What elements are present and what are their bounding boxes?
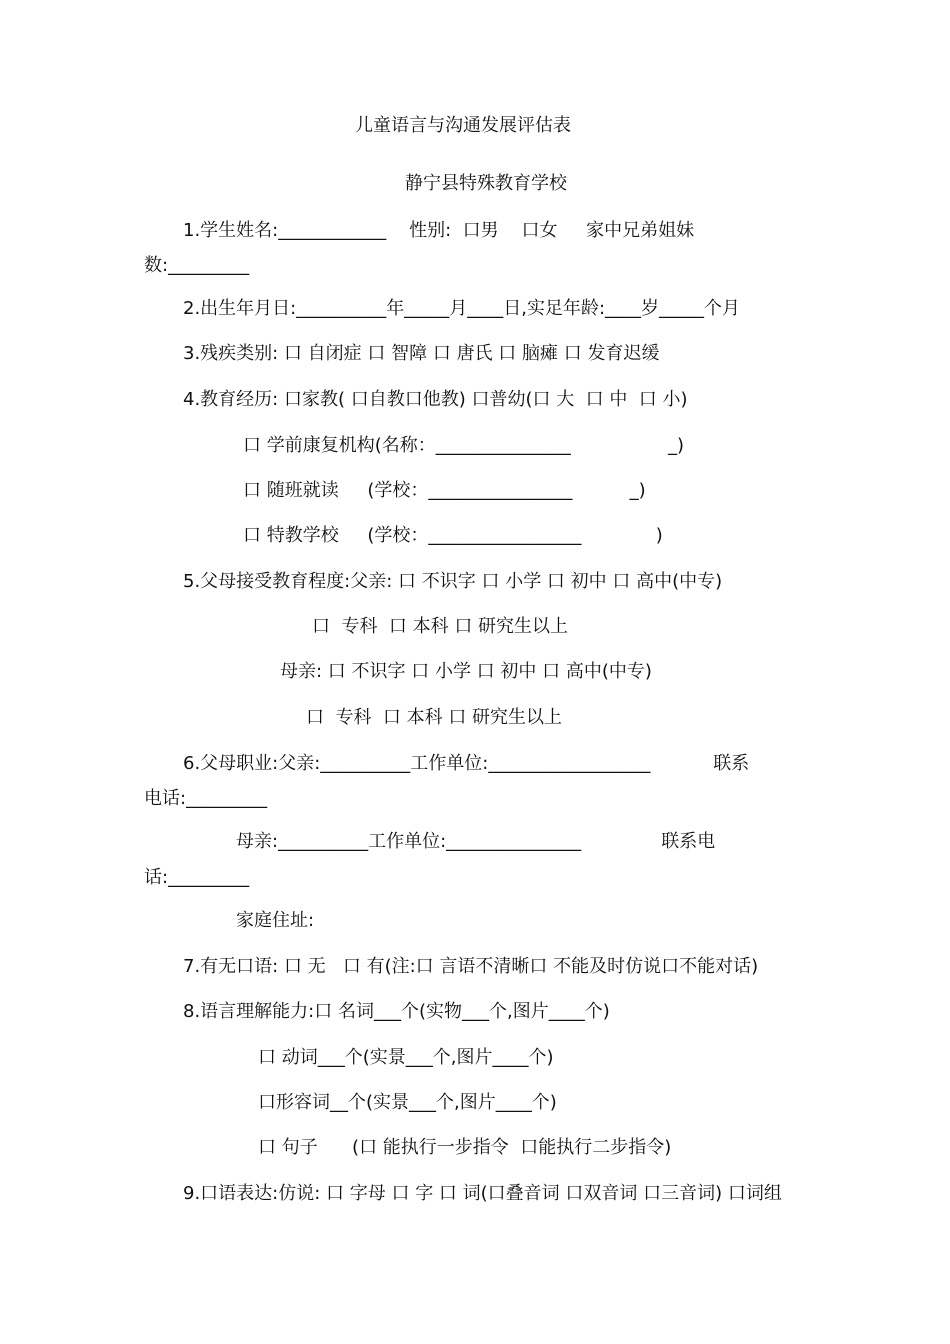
document-title: 儿童语言与沟通发展评估表	[355, 115, 571, 136]
form-line: 口 句子 (口 能执行一步指令 口能执行二步指令)	[258, 1137, 672, 1158]
form-line: 口 学前康复机构(名称：_______________ _)	[243, 435, 685, 456]
form-line: 母亲: 口 不识字 口 小学 口 初中 口 高中(中专)	[280, 661, 652, 682]
form-line: 3.残疾类别: 口 自闭症 口 智障 口 唐氏 口 脑瘫 口 发育迟缓	[183, 343, 660, 364]
form-line: 电话:_________	[144, 788, 268, 809]
form-line: 8.语言理解能力:口 名词___个(实物___个,图片____个)	[183, 1001, 610, 1022]
form-line: 家庭住址:	[236, 910, 315, 931]
form-line: 口 专科 口 本科 口 研究生以上	[306, 707, 563, 728]
form-line: 5.父母接受教育程度:父亲: 口 不识字 口 小学 口 初中 口 高中(中专)	[183, 571, 723, 592]
form-line: 口 动词___个(实景___个,图片____个)	[258, 1047, 554, 1068]
form-line: 口 特教学校 (学校：_________________ )	[243, 525, 663, 546]
form-line: 母亲:__________工作单位:_______________ 联系电	[236, 831, 716, 852]
form-line: 7.有无口语: 口 无 口 有(注:口 言语不清晰口 不能及时仿说口不能对话)	[183, 956, 759, 977]
form-line: 6.父母职业:父亲:__________工作单位:__________________ 联系	[183, 753, 750, 774]
form-line: 9.口语表达:仿说: 口 字母 口 字 口 词(口叠音词 口双音词 口三音词) 口词组	[183, 1183, 782, 1204]
form-line: 口 随班就读 (学校：________________ _)	[243, 480, 646, 501]
school-name: 静宁县特殊教育学校	[405, 173, 567, 194]
form-line: 话:_________	[144, 867, 250, 888]
form-line: 4.教育经历: 口家教( 口自教口他教) 口普幼(口 大 口 中 口 小)	[183, 389, 688, 410]
form-line: 数:_________	[144, 255, 250, 276]
form-line: 2.出生年月日:__________年_____月____日,实足年龄:____岁_____个月	[183, 298, 741, 319]
form-line: 口 专科 口 本科 口 研究生以上	[312, 616, 569, 637]
form-line: 1.学生姓名:____________ 性别: 口男 口女 家中兄弟姐妹	[183, 220, 695, 241]
form-line: 口形容词__个(实景___个,图片____个)	[258, 1092, 557, 1113]
